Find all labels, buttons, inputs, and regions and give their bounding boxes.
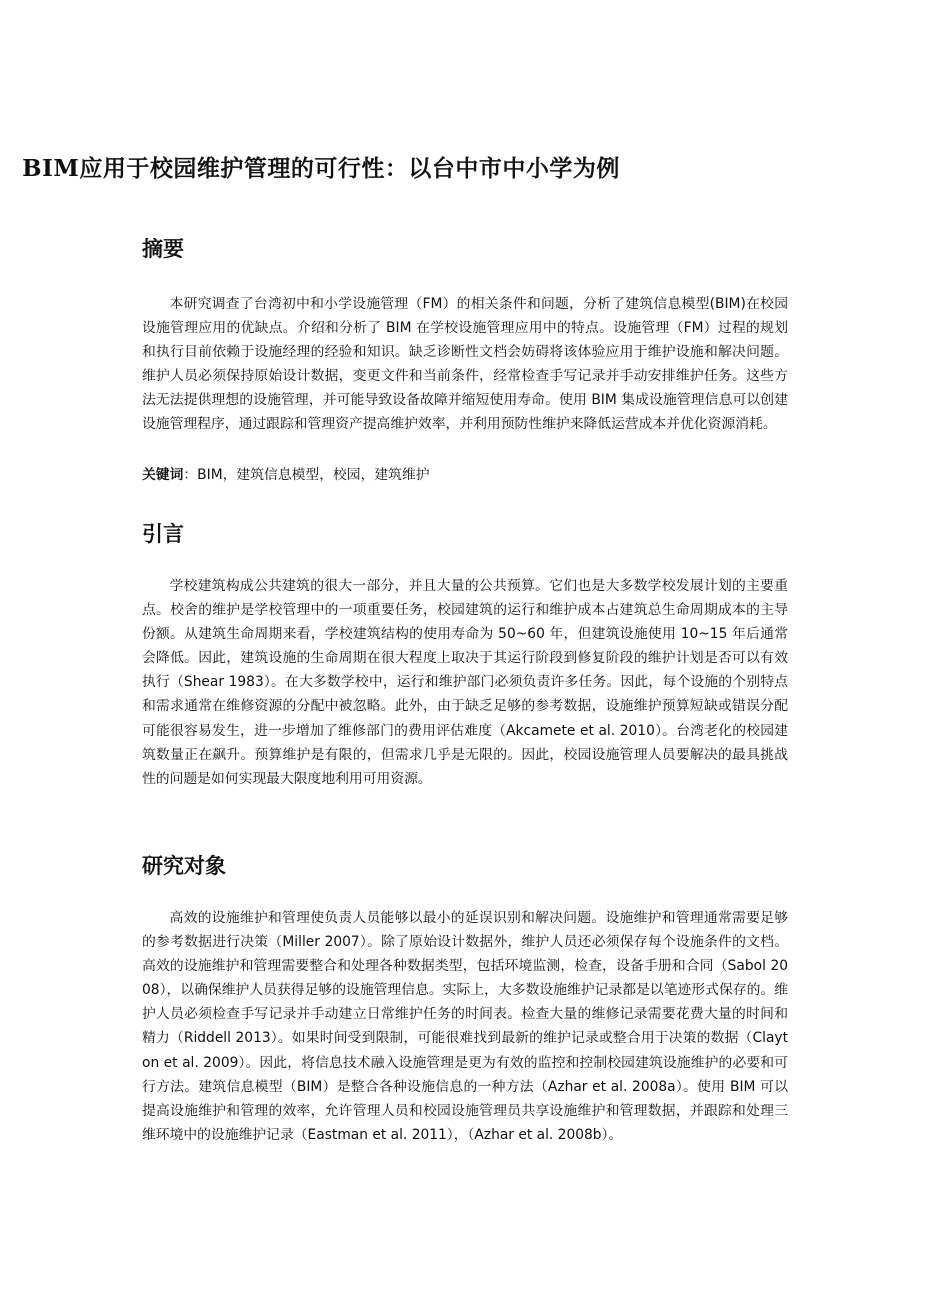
abstract-paragraph: 本研究调查了台湾初中和小学设施管理（FM）的相关条件和问题，分析了建筑信息模型(BIM)在校园设施管理应用的优缺点。介绍和分析了 BIM 在学校设施管理应用中的特点。设施管理（FM）过程的规划和执行目前依赖于设施经理的经验和知识。缺乏诊断性文档会妨碍将该体验应用于维护设施和解决问题。维护人员必须保持原始设计数据，变更文件和当前条件，经常检查手写记录并手动安排维护任务。这些方法无法提供理想的设施管理，并可能导致设备故障并缩短使用寿命。使用 BIM 集成设施管理信息可以创建设施管理程序，通过跟踪和管理资产提高维护效率，并利用预防性维护来降低运营成本并优化资源消耗。 [142, 296, 788, 433]
keywords-label: 关键词 [142, 467, 184, 483]
abstract-heading: 摘要 [142, 237, 184, 261]
keywords-line [142, 464, 430, 486]
keywords-text: ：BIM，建筑信息模型，校园，建筑维护 [183, 467, 430, 483]
research-paragraph: 高效的设施维护和管理使负责人员能够以最小的延误识别和解决问题。设施维护和管理通常需要足够的参考数据进行决策（Miller 2007）。除了原始设计数据外，维护人员还必须保存每个设施条件的文档。高效的设施维护和管理需要整合和处理各种数据类型，包括环境监测，检查，设备手册和合同（Sabol 2008），以确保维护人员获得足够的设施管理信息。实际上，大多数设施维护记录都是以笔迹形式保存的。维护人员必须检查手写记录并手动建立日常维护任务的时间表。检查大量的维修记录需要花费大量的时间和精力（Riddell 2013）。如果时间受到限制，可能很难找到最新的维护记录或整合用于决策的数据（Clayton et al. 2009）。因此，将信息技术融入设施管理是更为有效的监控和控制校园建筑设施维护的必要和可行方法。建筑信息模型（BIM）是整合各种设施信息的一种方法（Azhar et al. 2008a）。使用 BIM 可以提高设施维护和管理的效率，允许管理人员和校园设施管理员共享设施维护和管理数据，并跟踪和处理三维环境中的设施维护记录（Eastman et al. 2011），（Azhar et al. 2008b）。 [142, 910, 788, 1143]
intro-paragraph: 学校建筑构成公共建筑的很大一部分，并且大量的公共预算。它们也是大多数学校发展计划的主要重点。校舍的维护是学校管理中的一项重要任务，校园建筑的运行和维护成本占建筑总生命周期成本的主导份额。从建筑生命周期来看，学校建筑结构的使用寿命为 50~60 年，但建筑设施使用 10~15 年后通常会降低。因此，建筑设施的生命周期在很大程度上取决于其运行阶段到修复阶段的维护计划是否可以有效执行（Shear 1983）。在大多数学校中，运行和维护部门必须负责许多任务。因此，每个设施的个别特点和需求通常在维修资源的分配中被忽略。此外，由于缺乏足够的参考数据，设施维护预算短缺或错误分配可能很容易发生，进一步增加了维修部门的费用评估难度（Akcamete et al. 2010）。台湾老化的校园建筑数量正在飙升。预算维护是有限的，但需求几乎是无限的。因此，校园设施管理人员要解决的最具挑战性的问题是如何实现最大限度地利用可用资源。 [142, 578, 788, 787]
research-heading: 研究对象 [142, 854, 226, 878]
document-title: BIM应用于校园维护管理的可行性：以台中市中小学为例 [22, 155, 620, 182]
intro-heading: 引言 [142, 522, 184, 546]
